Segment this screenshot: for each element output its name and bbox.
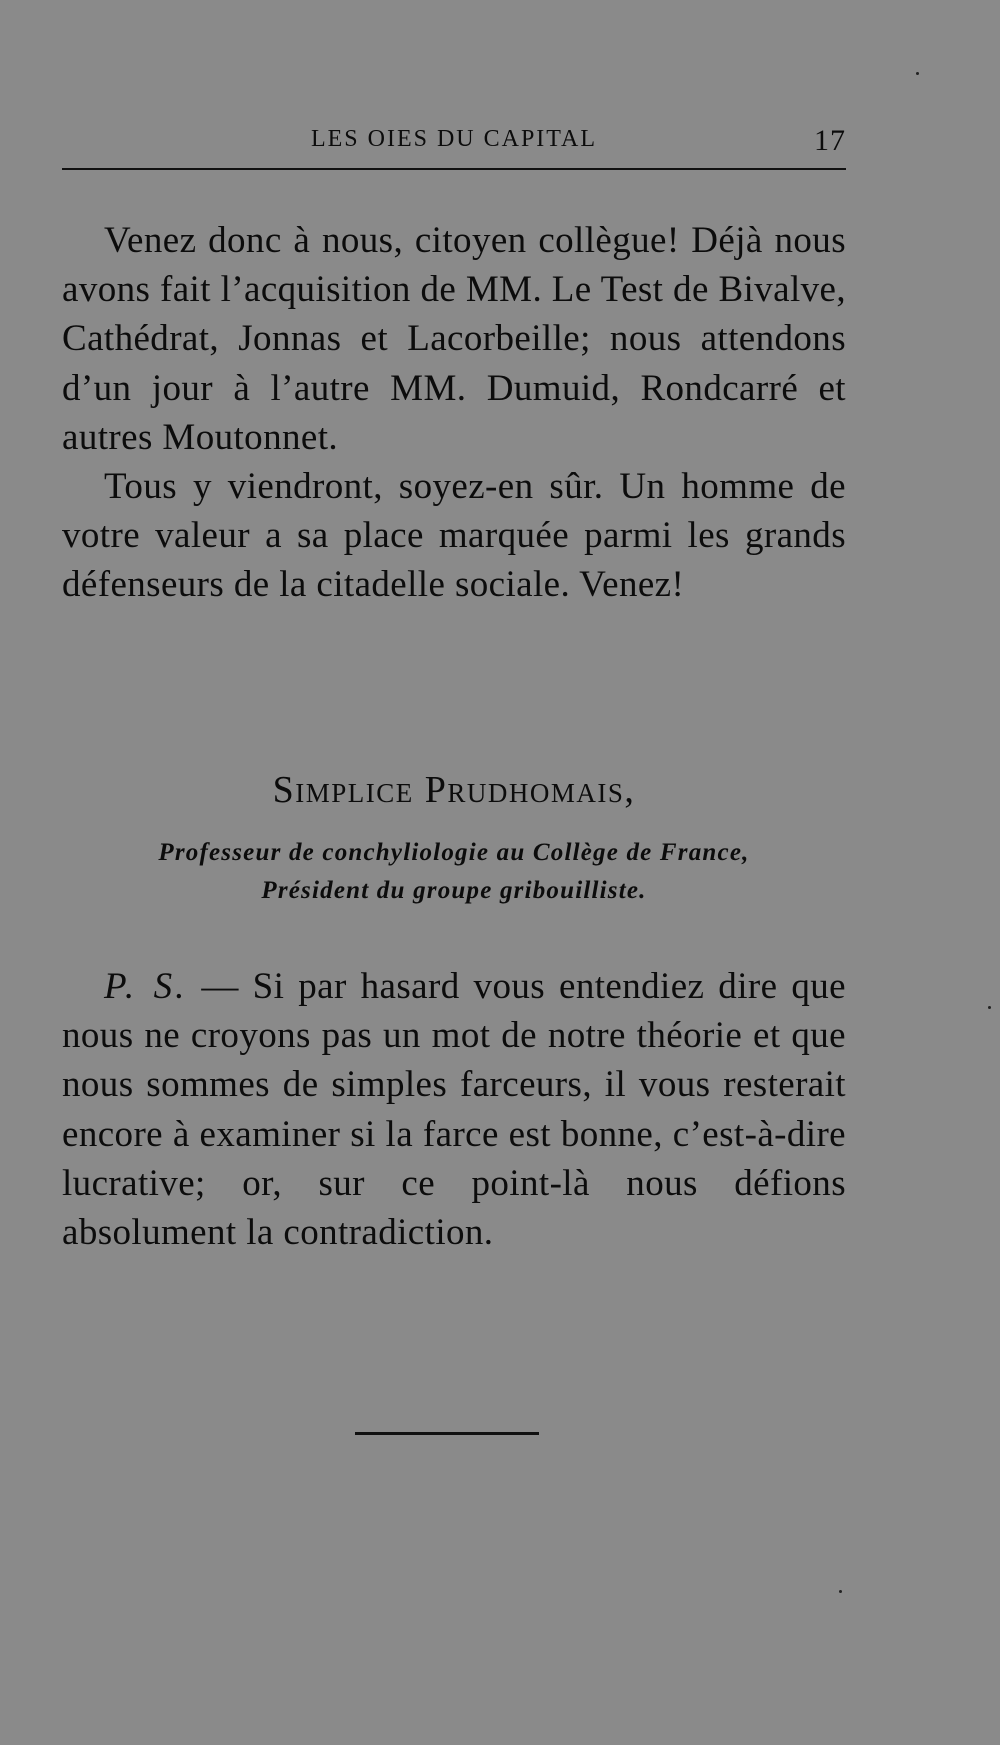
print-speck xyxy=(916,72,919,75)
running-head xyxy=(62,122,846,156)
print-speck xyxy=(988,1006,991,1009)
postscript-paragraph xyxy=(62,962,846,1257)
signatory-title: Président du groupe gribouilliste. xyxy=(261,877,647,904)
end-rule xyxy=(355,1432,539,1435)
signature-block xyxy=(62,768,846,910)
paragraph: Venez donc à nous, citoyen collègue! Déjà nous avons fait l’acquisition de MM. Le Test de Bivalve, Cathédrat, Jonnas et Lacorbeille; nous attendons d’un jour à l’autre MM. Dumuid, Rondcarré et autres Moutonnet. xyxy=(62,220,846,458)
page-number: 17 xyxy=(814,124,846,157)
running-title: LES OIES DU CAPITAL xyxy=(310,126,598,152)
header-rule xyxy=(62,168,846,170)
signatory-name: Simplice Prudhomais, xyxy=(272,769,636,811)
postscript xyxy=(62,962,846,1257)
postscript-text: — Si par hasard vous entendiez dire que nous ne croyons pas un mot de notre théorie et que nous sommes de simples farceurs, il vous resterait encore à examiner si la farce est bonne, c’est-à-dire lucrative; or, sur ce point-là nous défions absolument la contradiction. xyxy=(62,966,846,1254)
letter-body xyxy=(62,216,846,610)
print-speck xyxy=(839,1590,842,1593)
signatory-title: Professeur de conchyliologie au Collège de France, xyxy=(158,839,750,866)
paragraph: Tous y viendront, soyez-en sûr. Un homme de votre valeur a sa place marquée parmi les grands défenseurs de la citadelle sociale. Venez! xyxy=(62,466,846,606)
postscript-label: P. S. xyxy=(104,966,188,1007)
